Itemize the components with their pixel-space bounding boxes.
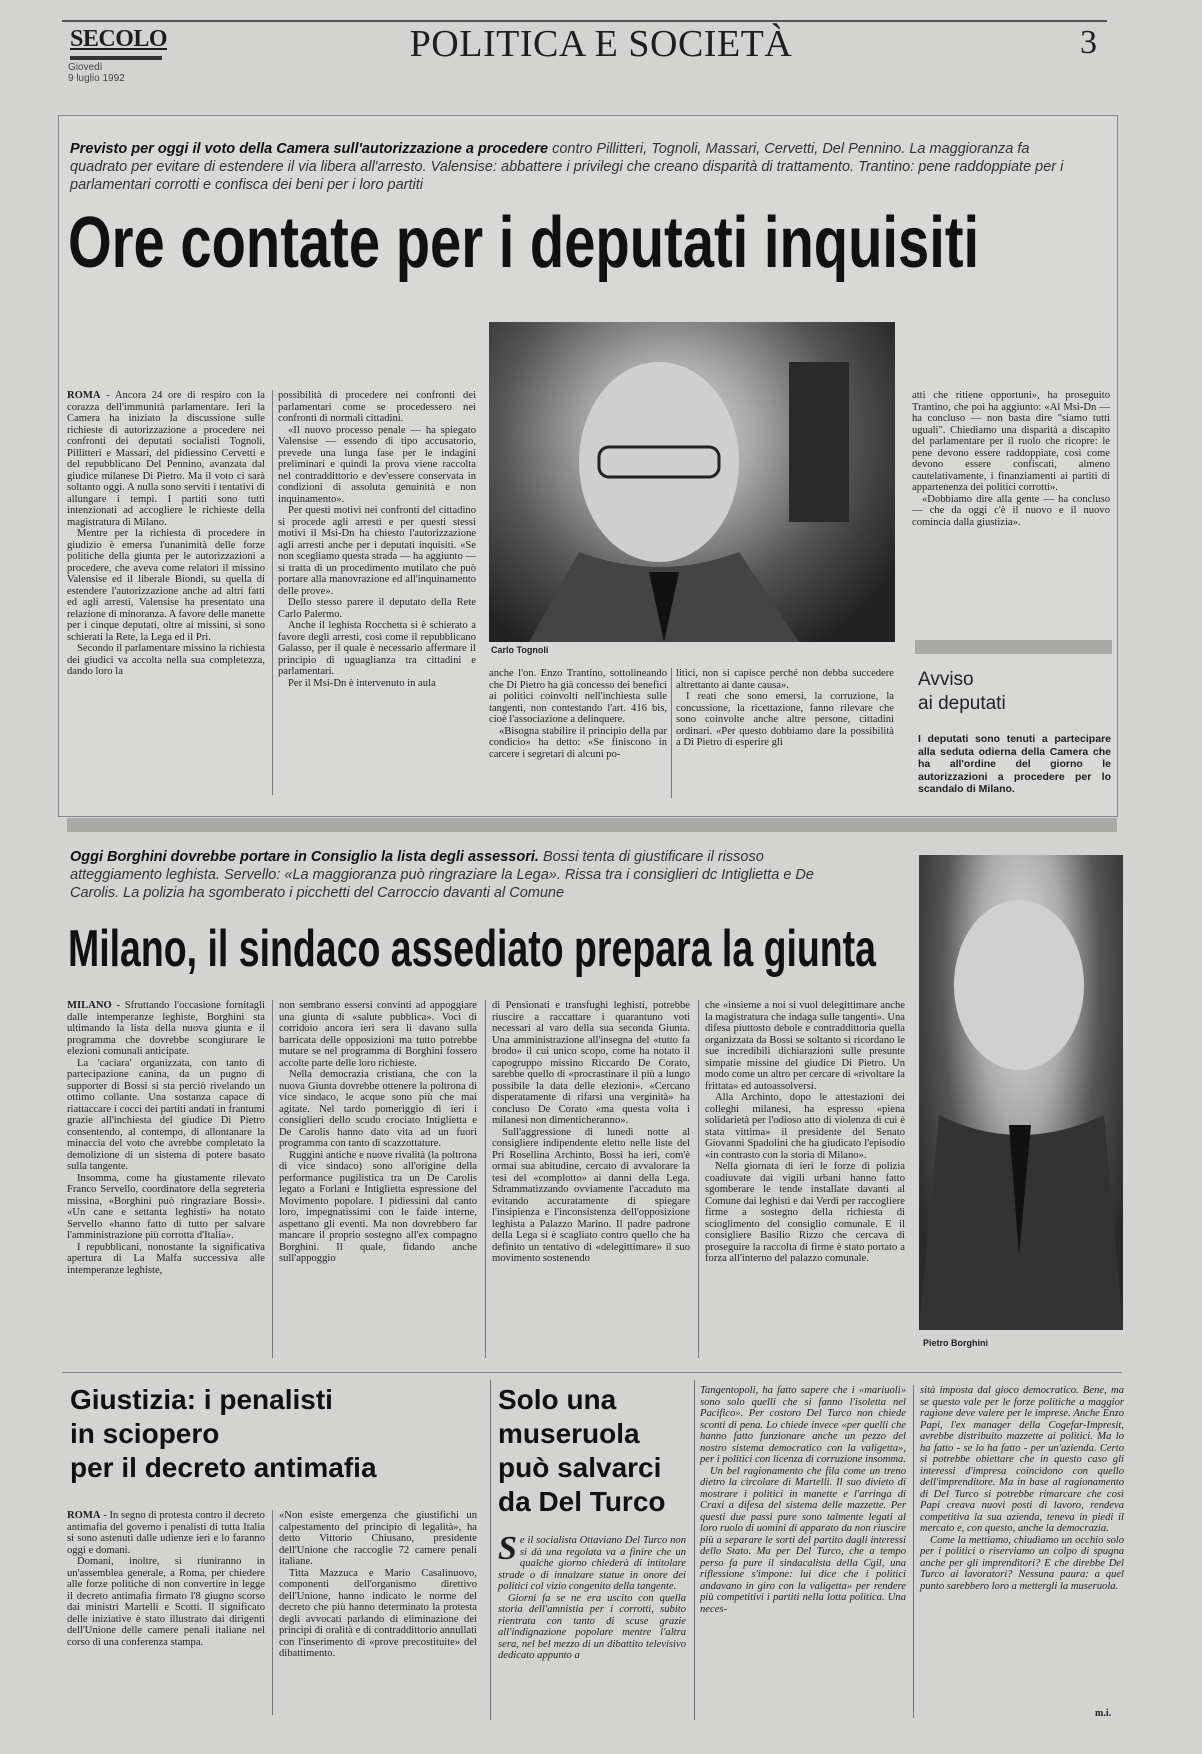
paragraph: Sull'aggressione di lunedì notte al consigliere indipendente eletto nelle liste del Pri Rosellina Archinto, Bossi ha ieri, com'è ormai sua abitudine, cercato di avvalorare la tesi del «complotto» ai danni della Lega. Sdrammatizzando ovviamente l'accaduto ma evitando accuratamente di spiegare l'insipienza e l'inconsistenza dell'opposizione leghista a Palazzo Marino. Il padre padrone della Lega si è scagliato contro quello che ha definito un tentativo di «delegittimare» il suo movimento sostenendo [492,1126,690,1264]
photo-caption-tognoli: Carlo Tognoli [491,645,549,655]
article-2-intro-bold: Oggi Borghini dovrebbe portare in Consiglio la lista degli assessori. [70,849,539,865]
paragraph: - Ancora 24 ore di respiro con la corazza dell'immunità parlamentare. Ieri la Camera ha iniziato la discussione sulle richieste di autorizzazione a procedere nei confronti dei deputati socialisti Tognoli, Pillitteri e Massari, del pidiessino Cervetti e del repubblicano Del Pennino, avanzata dal giudice milanese Di Pietro. Ma il voto ci sarà soltanto oggi. A nulla sono serviti i tentativi di allungare i tempi. I partiti sono tutti intenzionati ad accogliere le richieste della magistratura di Milano. [67,390,265,528]
paragraph: litici, non si capisce perché non debba succedere altrettanto ai dante causa». [676,668,894,691]
column-rule [272,1000,273,1358]
paragraph: «Dobbiamo dire alla gente — ha concluso — che da oggi c'è il nuovo e il nuovo comincia dalla giustizia». [912,493,1110,528]
headline-line: per il decreto antimafia [70,1452,377,1483]
column-rule [485,1000,486,1358]
section-separator [67,818,1117,832]
article-1-column-4 [676,668,894,798]
paragraph: atti che ritiene opportuni», ha proseguito Trantino, che poi ha aggiunto: «Al Msi-Dn — ha concluso — non basta dire "siamo tutti uguali". Chiediamo una disparità a discapito del parlamentare per il ruolo che ricopre: le pene devono essere raddoppiate, così come devono essere confiscati, almeno cautelativamente, i finanziamenti ai partiti di appartenenza dei politici corrotti». [912,390,1110,493]
article-2-headline: Milano, il sindaco assediato prepara la giunta [68,920,877,978]
paragraph: Come la mettiamo, chiudiamo un occhio solo per i politici o riserviamo un colpo di spugna anche per gli imprenditori? E che direbbe Del Turco ai lavoratori? Nessuna paura: a quel punto sarebbero loro a mettergli la museruola. [920,1534,1124,1592]
article-2-intro-rest: Bossi tenta di giustificare il rissoso atteggiamento leghista. Servello: «La maggioranza può ringraziare la Lega». Rissa tra i consiglieri dc Intiglietta e De Carolis. La polizia ha sgomberato i picchetti del Carroccio davanti al Comune [70,849,814,901]
article-4-headline [498,1383,666,1519]
article-2-intro [70,848,850,902]
paragraph: «Il nuovo processo penale — ha spiegato Valensise — essendo di tipo accusatorio, prevede una lunga fase per le indagini preliminari e quindi la prova viene raccolta nel contraddittorio e dev'essere conservata in condizioni di assoluta genuinità e non inquinamento». [278,424,476,505]
article-4-column-3 [920,1385,1124,1705]
paragraph: di Pensionati e transfughi leghisti, potrebbe riuscire a raccattare i quarantuno voti necessari al varo della sua seconda Giunta. Una amministrazione all'insegna del «tutto fa brodo» il cui unico scopo, come ha notato il capogruppo missino Riccardo De Corato, sarebbe quello di «procrastinare il più a lungo possibile la data delle elezioni». «Cercano disperatamente di rifarsi una verginità» ha concluso De Corato «ma questa volta i milanesi non dimenticheranno». [492,1000,690,1126]
masthead-logo: SECOLO [70,26,168,52]
headline-line: museruola [498,1418,640,1449]
article-1-column-5 [912,390,1110,620]
paragraph: Insomma, come ha giustamente rilevato Franco Servello, coordinatore della segreteria missina, «Borghini può ringraziare Bossi». «Un cane e settanta leghisti» ha notato Servello «hanno fatto di tutto per salvare l'amministrazione più corrotta d'Italia». [67,1172,265,1241]
paragraph: possibilità di procedere nei confronti dei parlamentari come se procedessero nei confronti di normali cittadini. [278,390,476,424]
paragraph: «Non esiste emergenza che giustifichi un calpestamento del principio di legalità», ha detto Vittorio Chiusano, presidente dell'Unione che raccoglie 72 camere penali italiane. [279,1510,477,1567]
column-rule [671,668,672,798]
article-1-column-1 [67,390,265,798]
column-rule [913,1385,914,1718]
article-3-headline [70,1383,377,1485]
paragraph: «Bisogna stabilire il principio della par condicio» ha detto: «Se finiscono in carcere i segretari di alcuni po- [489,725,667,760]
notice-title-line: ai deputati [918,693,1006,714]
paragraph: Dello stesso parere il deputato della Rete Carlo Palermo. [278,597,476,620]
headline-line: Solo una [498,1384,617,1415]
article-2-column-1 [67,1000,265,1360]
paragraph: Titta Mazzuca e Mario Casalinuovo, componenti dell'organismo direttivo dell'Unione, hanno indicato le norme del decreto che più hanno determinato la protesta degli avvocati parlando di eliminazione dei principi di oralità e di contraddittorio annullati con l'inserimento di «prove precostituite» del dibattimento. [279,1567,477,1659]
dateline: ROMA [67,390,101,401]
page-number: 3 [1080,24,1097,61]
article-4-column-1 [498,1530,686,1720]
article-1-column-2 [278,390,476,798]
paragraph: che «insieme a noi si vuol delegittimare anche la magistratura che indaga sulle tangenti». Una difesa piuttosto debole e contraddittoria quella organizzata da Bossi se soltanto si ricordano le sue incredibili dichiarazioni sulle presunte simpatie missine del giudice Di Pietro. Un modo come un altro per cercare di «rivoltare la frittata» ed autoassolversi. [705,1000,905,1092]
dateline: MILANO [67,1000,112,1011]
paragraph: La 'caciara' organizzata, con tanto di partecipazione canina, da un pugno di supporter di Bossi si sta perciò rivelando un ottimo collante. Una sostanza capace di riattaccare i cocci dei partiti andati in frantumi grazie all'inchiesta del giudice Di Pietro consentendo, al contempo, di allontanare la minaccia del voto che avrebbe completato la demolizione di un sistema di potere basato sulla tangente. [67,1057,265,1172]
article-1-intro [70,140,1070,194]
paragraph: Per il Msi-Dn è intervenuto in aula [288,677,436,689]
article-3-column-2 [279,1510,477,1720]
paragraph: - In segno di protesta contro il decreto antimafia del governo i penalisti di tutta Italia si sono astenuti dalle udienze ieri e lo faranno oggi e domani. [67,1510,265,1556]
article-1-headline: Ore contate per i deputati inquisiti [68,203,980,283]
paragraph: Giorni fa se ne era uscito con quella storia dell'amnistia per i corrotti, subito rientrata con tanto di scuse grazie all'indignazione popolare mentre l'altra sera, nel bel mezzo di un dibattito televisivo dedicato appunto a [498,1592,686,1661]
paragraph: Secondo il parlamentare missino la richiesta dei giudici va accolta nella sua completezza, dando loro la [67,643,265,677]
headline-line: da Del Turco [498,1486,666,1517]
paragraph: non sembrano essersi convinti ad appoggiare una giunta di «salute pubblica». Voci di corridoio ancora ieri sera li davano sulla barricata delle opposizioni ma tutto potrebbe mutare se nel programma di Borghini fossero accolte parte delle loro richieste. [279,1000,477,1069]
portrait-figure-icon [489,322,895,642]
issue-date-text: 9 luglio 1992 [68,73,125,84]
paragraph: Nella giornata di ieri le forze di polizia coadiuvate dai vigili urbani hanno fatto sgomberare le tende installate davanti al Comune dai leghisti e dai Verdi per raccogliere firme a sostegno della richiesta di scioglimento del consiglio comunale. E il consigliere Basilio Rizzo che cercava di proseguire la raccolta di firme è stato portato a forza all'interno del palazzo comunale. [705,1161,905,1264]
paragraph: e il socialista Ottaviano Del Turco non si dà una regolata va a finire che un qualche giorno chiederà di intitolare strade o di innalzare statue in onore dei politici col vizio congenito della tangente. [498,1535,686,1592]
notice-bar [915,640,1112,654]
issue-day: Giovedì [68,62,103,73]
paragraph: Tangentopoli, ha fatto sapere che i «mariuoli» sono solo quelli che si fanno l'isoletta nel Pacifico». Per costoro Del Turco non chiede sconti di pena. Lo chiede invece «per quelli che hanno fatto funzionare anche un pezzo del nostro sistema democratico con la valigetta», per i politici con licenza di corruzione insomma. [700,1385,906,1465]
notice-body: I deputati sono tenuti a partecipare alla seduta odierna della Camera che ha all'ordine del giorno le autorizzazioni a procedere per lo scandalo di Milano. [918,733,1111,795]
paragraph: Mentre per la richiesta di procedere in giudizio è emersa l'unanimità delle forze politiche della giunta per le autorizzazioni a procedere, che aveva come relatori il missino Valensise ed il liberale Biondi, su quella di estendere l'autorizzazione anche ad altri fatti ed agli arresti, Valensise ha presentato una relazione di minoranza. A favore delle manette per i cinque deputati, oltre ai missini, si sono schierati la Rete, la Lega ed il Pri. [67,528,265,643]
notice-title-line: Avviso [918,669,974,690]
headline-line: può salvarci [498,1452,662,1483]
paragraph: sità imposta dal gioco democratico. Bene, ma se questo vale per le forze politiche a maggior ragione deve valere per le imprese. Anche Enzo Papi, l'ex manager della Cogefar-Impresit, avrebbe distribuito mazzette ai politici. Ma lo ha fatto - se lo ha fatto - per un'azienda. Certo si potrebbe obiettare che in questo caso gli interessi d'impresa coincidono con quello dell'imprenditore. Ma in base al ragionamento di Del Turco si potrebbe rimarcare che così Papi creava nuovi posti di lavoro, rendeva competitiva la sua azienda, teneva in piedi il mercato e, con questo, anche la democrazia. [920,1385,1124,1534]
paragraph: Per questi motivi nei confronti del cittadino si procede agli arresti e per questi stessi motivi il Msi-Dn ha chiesto l'autorizzazione agli arresti anche per i deputati inquisiti. «Se non scegliamo questa strada — ha aggiunto — si tratta di un procedimento mutilato che può portare alla manovrazione ed all'inquinamento delle prove». [278,505,476,597]
photo-pietro-borghini [919,855,1123,1330]
paragraph: I repubblicani, nonostante la significativa apertura di La Malfa successiva alle intemperanze leghiste, [67,1241,265,1276]
paragraph: anche l'on. Enzo Trantino, sottolineando che Di Pietro ha già concesso dei benefici ai politici coinvolti nell'inchiesta sulle tangenti, non contestando l'art. 416 bis, cioè l'associazione a delinquere. [489,668,667,725]
section-title: POLITICA E SOCIETÀ [409,23,793,65]
article-2-column-2 [279,1000,477,1360]
column-rule [698,1000,699,1358]
drop-cap: S [498,1530,517,1567]
article-1-intro-rest: contro Pillitteri, Tognoli, Massari, Cervetti, Del Pennino. La maggioranza fa quadrato per evitare di estendere il via libera all'arresto. Valensise: abbattere i privilegi che creano disparità di trattamento. Trantino: pene raddoppiate per i parlamentari corrotti e confisca dei beni per i loro partiti [70,141,1064,193]
paragraph: I reati che sono emersi, la corruzione, la concussione, la ricettazione, fanno rilevare che sono coinvolte anche altre persone, cittadini ordinari. «Per questo dobbiamo dare la possibilità a Di Pietro di esperire gli [676,691,894,748]
paragraph: Alla Archinto, dopo le attestazioni dei colleghi milanesi, ha espresso «piena solidarietà per l'odioso atto di violenza di cui è stata vittima» il presidente del Senato Giovanni Spadolini che ha giudicato l'episodio «in contrasto con la storia di Milano». [705,1092,905,1161]
article-4-column-2 [700,1385,906,1720]
article-2-column-4 [705,1000,905,1360]
notice-title [918,668,1006,716]
paragraph: Un bel ragionamento che fila come un treno dietro la circolare di Martelli. Il suo divieto di mostrare i politici in manette e l'arringa di Craxi a difesa del sistema delle mazzette. Per questi due passi pure sono talmente legati al loro ruolo di uomini di apparato da non riuscire più a separare le sorti del partito dagli interessi dello Stato. Ma per Del Turco, che a tempo perso fa pure il sindacalista della Cgil, una riflessione s'impone: lui dice che i politici andavano in giro con la valigetta» per rendere più competitivi i partiti nella lotta politica. Una neces- [700,1465,906,1615]
column-rule [272,1510,273,1715]
paragraph: Anche il leghista Rocchetta si è schierato a favore degli arresti, così come il repubblicano Galasso, per il quale è necessario affermare il principio di uguaglianza tra cittadini e parlamentari. [278,620,476,677]
portrait-figure-icon [919,855,1123,1330]
dateline: ROMA [67,1510,101,1521]
paragraph: Ruggini antiche e nuove rivalità (la poltrona di vice sindaco) sono all'origine della performance pugilistica tra un De Carolis legato a Forlani e Intiglietta espressione del Movimento popolare. I pidiessini dal canto loro, impegnatissimi con le faide interne, aspettano gli eventi. Ma non dovrebbero far mancare il proprio sostegno all'ex compagno Borghini. Il quale, fidando anche sull'appoggio [279,1149,477,1264]
article-3-column-1 [67,1510,265,1720]
article-2-column-3 [492,1000,690,1360]
article-1-column-3 [489,668,667,798]
photo-caption-borghini: Pietro Borghini [923,1338,988,1348]
section-rule [62,1372,1122,1373]
paragraph: Nella democrazia cristiana, che con la nuova Giunta dovrebbe ottenere la poltrona di vice sindaco, le acque sono più che mai agitate. Nel tardo pomeriggio di ieri i consiglieri dello scudo crociato Intiglietta e De Carolis hanno dato vita ad un fuori programma con tanto di scazzottature. [279,1069,477,1149]
article-2-headline-wrap [66,916,886,980]
headline-line: Giustizia: i penalisti [70,1384,333,1415]
paragraph: - Sfruttando l'occasione fornitagli dalle intemperanze leghiste, Borghini sta ultimando la lista della nuova giunta e il programma che dovrebbe scongiurare le elezioni comunali anticipate. [67,1000,265,1057]
headline-line: in sciopero [70,1418,220,1449]
column-rule [272,390,273,795]
article-1-intro-bold: Previsto per oggi il voto della Camera sull'autorizzazione a procedere [70,141,549,157]
article-4-signature: m.i. [1095,1708,1112,1719]
photo-carlo-tognoli [489,322,895,642]
paragraph: Domani, inoltre, si riuniranno in un'assemblea generale, a Roma, per chiedere alle forze politiche di non convertire in legge il decreto antimafia firmato l'8 giugno scorso dai ministri Martelli e Scotti. Il significato delle iniziative è stato illustrato dai dirigenti dell'Unione delle camere penali italiane nel corso di una conferenza stampa. [67,1556,265,1648]
